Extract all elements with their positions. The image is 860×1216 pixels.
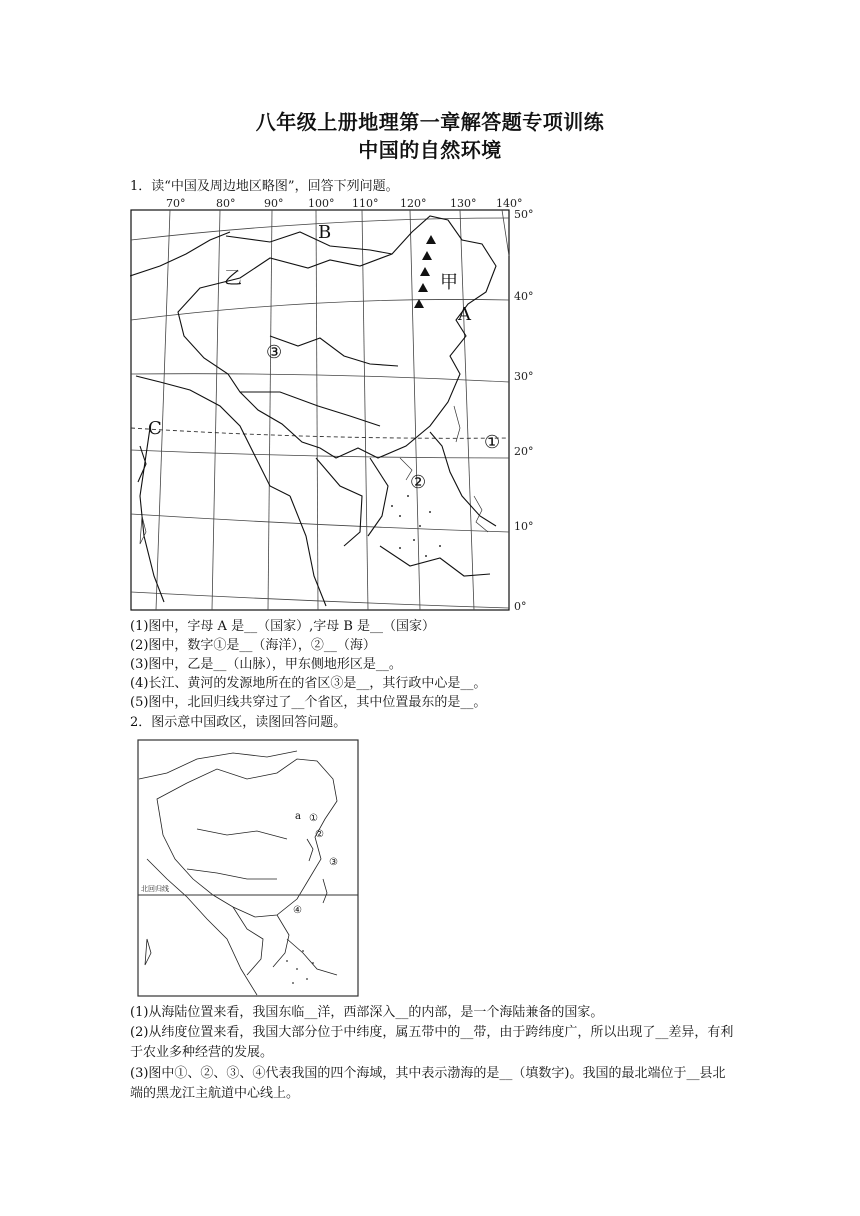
lon-label-130: 130° [450, 197, 477, 210]
label-A: A [458, 304, 471, 325]
lon-label-70: 70° [166, 197, 186, 210]
lon-label-90: 90° [264, 197, 284, 210]
q1-item-4: (4)长江、黄河的发源地所在的省区③是__，其行政中心是__。 [130, 676, 487, 691]
q1-item-5: (5)图中，北回归线共穿过了__个省区，其中位置最东的是__。 [130, 695, 487, 710]
lat-label-0: 0° [514, 600, 527, 613]
lat-label-30: 30° [514, 370, 534, 383]
label-c1: ① [484, 432, 501, 453]
page-subtitle: 中国的自然环境 [358, 138, 502, 162]
q2-item-2: (2)从纬度位置来看，我国大部分位于中纬度，属五带中的__带，由于跨纬度广，所以出现了__差异，有利于农业多种经营的发展。 [130, 1025, 734, 1060]
label-B: B [318, 222, 332, 243]
china-map-1 [130, 196, 540, 614]
lon-label-110: 110° [352, 197, 379, 210]
q1-stem: 1．读“中国及周边地区略图”，回答下列问题。 [130, 179, 399, 194]
label-c1: ① [309, 813, 318, 824]
label-C: C [148, 418, 162, 439]
label-jia: 甲 [440, 272, 458, 293]
lat-label-20: 20° [514, 445, 534, 458]
label-c4: ④ [293, 905, 302, 916]
label-c3: ③ [266, 342, 283, 363]
label-a: a [295, 811, 301, 822]
label-c2: ② [315, 829, 324, 840]
lat-label-50: 50° [514, 208, 534, 221]
q1-item-2: (2)图中，数字①是__（海洋），②__（海） [130, 638, 376, 653]
label-c3: ③ [329, 857, 338, 868]
china-map-2 [137, 739, 359, 997]
label-yi: 乙 [224, 268, 242, 289]
q2-item-3: (3)图中①、②、③、④代表我国的四个海域，其中表示渤海的是__（填数字)。我国的最北端位于__县北端的黑龙江主航道中心线上。 [130, 1066, 726, 1101]
label-c2: ② [410, 472, 427, 493]
q1-item-3: (3)图中，乙是__（山脉），甲东侧地形区是__。 [130, 657, 402, 672]
lon-label-120: 120° [400, 197, 427, 210]
lon-label-140: 140° [496, 197, 523, 210]
lon-label-80: 80° [216, 197, 236, 210]
lon-label-100: 100° [308, 197, 335, 210]
q2-item-1: (1)从海陆位置来看，我国东临__洋，西部深入__的内部，是一个海陆兼备的国家。 [130, 1005, 604, 1020]
q1-item-1: (1)图中，字母 A 是__（国家）,字母 B 是__（国家） [130, 619, 436, 634]
lat-label-40: 40° [514, 290, 534, 303]
q2-stem: 2．图示意中国政区，读图回答问题。 [130, 715, 347, 730]
page-title: 八年级上册地理第一章解答题专项训练 [255, 110, 605, 134]
lat-label-10: 10° [514, 520, 534, 533]
tropic-label: 北回归线 [141, 885, 169, 893]
